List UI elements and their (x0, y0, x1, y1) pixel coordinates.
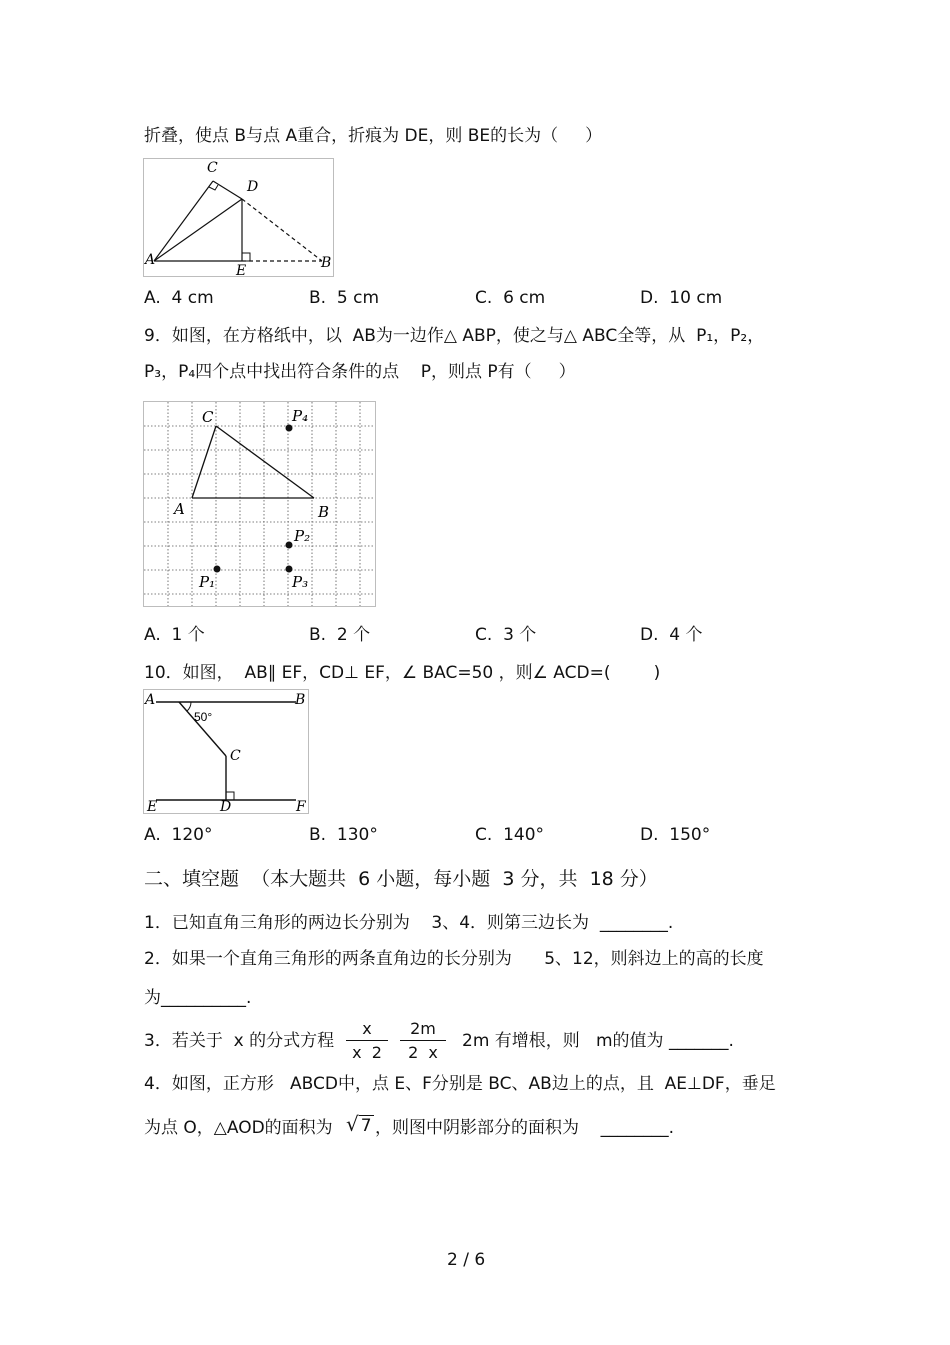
label-p4: P₄ (292, 407, 309, 425)
label-d: D (220, 799, 232, 813)
fraction-2-denominator: 2 x (408, 1043, 438, 1062)
q9-option-d: D. 4 个 (640, 625, 703, 645)
label-c: C (207, 160, 218, 176)
point-p4 (286, 425, 293, 432)
label-a: A (145, 692, 156, 708)
q8-triangle-diagram (144, 159, 333, 276)
q9-stem-line1: 9．如图，在方格纸中，以 AB为一边作△ ABP，使之与△ ABC全等，从 P₁，P₂， (144, 326, 765, 346)
label-c: C (230, 748, 241, 764)
q8-option-a: A. 4 cm (144, 288, 214, 308)
fill-q3-fraction-2 (400, 1019, 446, 1062)
q10-option-c: C. 140° (475, 825, 545, 845)
label-b: B (318, 503, 330, 521)
page-number: 2 / 6 (447, 1250, 486, 1270)
point-p1 (214, 566, 221, 573)
q8-option-b: B. 5 cm (309, 288, 380, 308)
label-b: B (295, 692, 306, 708)
label-p3: P₃ (292, 573, 309, 591)
sqrt-expression: √ 7 (346, 1112, 372, 1136)
section-title: 二、填空题 （本大题共 6 小题，每小题 3 分，共 18 分） (144, 868, 658, 890)
q8-option-c: C. 6 cm (475, 288, 546, 308)
fill-q3-prefix: 3．若关于 x 的分式方程 (144, 1031, 335, 1051)
q10-stem: 10．如图， AB∥ EF，CD⊥ EF，∠ BAC=50 ，则∠ ACD=( ) (144, 663, 661, 683)
label-e: E (236, 263, 247, 276)
fill-q1: 1．已知直角三角形的两边长分别为 3、4．则第三边长为 ________. (144, 913, 674, 933)
q10-option-a: A. 120° (144, 825, 213, 845)
q9-option-c: C. 3 个 (475, 625, 537, 645)
q9-figure (143, 401, 376, 607)
q10-parallel-lines-diagram (144, 690, 308, 813)
fill-q2-line2: 为__________. (144, 988, 252, 1008)
fill-q4-line1: 4．如图，正方形 ABCD中，点 E、F分别是 BC、AB边上的点，且 AE⊥DF，垂足 (144, 1074, 776, 1094)
label-p2: P₂ (294, 527, 311, 545)
q8-option-d: D. 10 cm (640, 288, 723, 308)
q8-figure (143, 158, 334, 277)
angle-label: 50° (194, 710, 213, 724)
label-e: E (147, 799, 158, 813)
q9-grid-diagram (144, 402, 375, 606)
label-a: A (174, 500, 185, 518)
q10-option-b: B. 130° (309, 825, 378, 845)
label-a: A (145, 252, 156, 268)
fill-q4-line2-b: ，则图中阴影部分的面积为 ________. (375, 1118, 675, 1138)
fill-q2-line1: 2．如果一个直角三角形的两条直角边的长分别为 5、12，则斜边上的高的长度 (144, 949, 764, 969)
q9-option-a: A. 1 个 (144, 625, 205, 645)
sqrt-radicand: 7 (360, 1116, 372, 1136)
label-p1: P₁ (199, 573, 216, 591)
label-b: B (321, 255, 332, 271)
q10-option-d: D. 150° (640, 825, 711, 845)
label-f: F (296, 799, 306, 813)
q8-stem: 折叠，使点 B与点 A重合，折痕为 DE，则 BE的长为（ ） (144, 126, 603, 146)
fill-q3-suffix: 2m 有增根，则 m的值为 _______. (462, 1031, 734, 1051)
label-c: C (202, 408, 214, 426)
point-p2 (286, 542, 293, 549)
q9-option-b: B. 2 个 (309, 625, 371, 645)
fraction-1-denominator: x 2 (352, 1043, 382, 1062)
fraction-1-numerator: x (362, 1019, 372, 1038)
label-d: D (247, 179, 259, 195)
fill-q3-fraction-1 (346, 1019, 388, 1062)
point-p3 (286, 566, 293, 573)
fraction-2-numerator: 2m (410, 1019, 436, 1038)
fill-q4-line2-a: 为点 O，△AOD的面积为 (144, 1118, 333, 1138)
q9-stem-line2: P₃，P₄四个点中找出符合条件的点 P，则点 P有（ ） (144, 362, 576, 382)
q10-figure (143, 689, 309, 814)
